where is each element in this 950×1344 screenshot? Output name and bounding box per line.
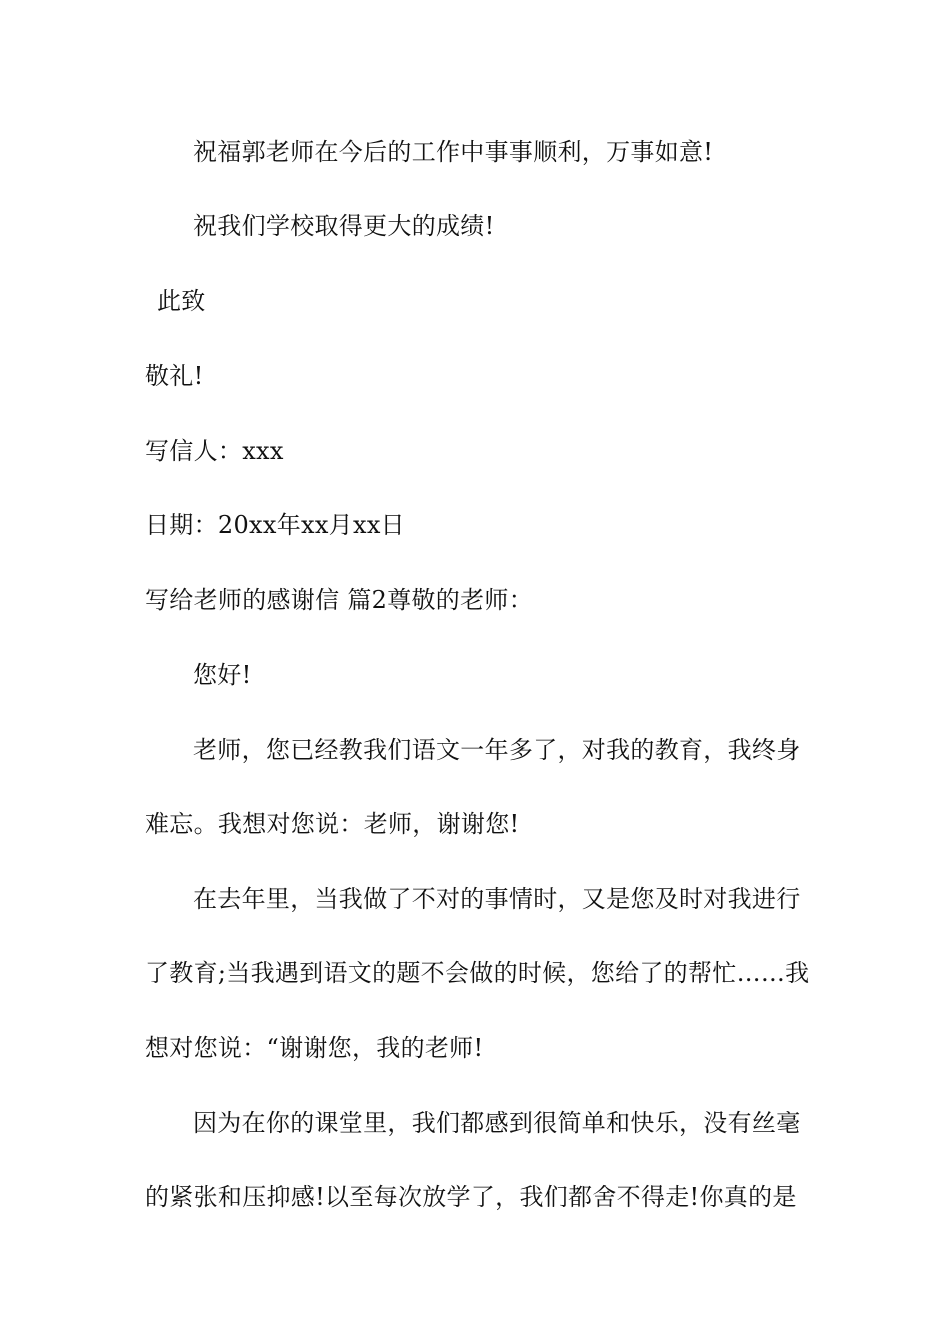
text-line-2: 祝我们学校取得更大的成绩! (193, 212, 495, 240)
text-line-1: 祝福郭老师在今后的工作中事事顺利，万事如意! (193, 138, 714, 166)
text-line-14: 因为在你的课堂里，我们都感到很简单和快乐，没有丝毫 (193, 1109, 801, 1137)
text-line-6: 日期：20xx年xx月xx日 (145, 511, 405, 539)
text-line-5: 写信人：xxx (145, 437, 284, 465)
text-line-4: 敬礼! (145, 362, 204, 390)
text-line-12: 了教育;当我遇到语文的题不会做的时候，您给了的帮忙……我 (145, 959, 810, 987)
text-line-10: 难忘。我想对您说：老师，谢谢您! (145, 810, 520, 838)
text-line-9: 老师，您已经教我们语文一年多了，对我的教育，我终身 (193, 736, 801, 764)
text-line-8: 您好! (193, 661, 252, 689)
text-line-11: 在去年里，当我做了不对的事情时，又是您及时对我进行 (193, 885, 801, 913)
section-heading: 写给老师的感谢信 篇2尊敬的老师： (145, 586, 533, 614)
text-line-13: 想对您说：“谢谢您，我的老师! (145, 1034, 484, 1062)
text-line-3: 此致 (157, 287, 206, 315)
text-line-15: 的紧张和压抑感!以至每次放学了，我们都舍不得走!你真的是 (145, 1183, 797, 1211)
